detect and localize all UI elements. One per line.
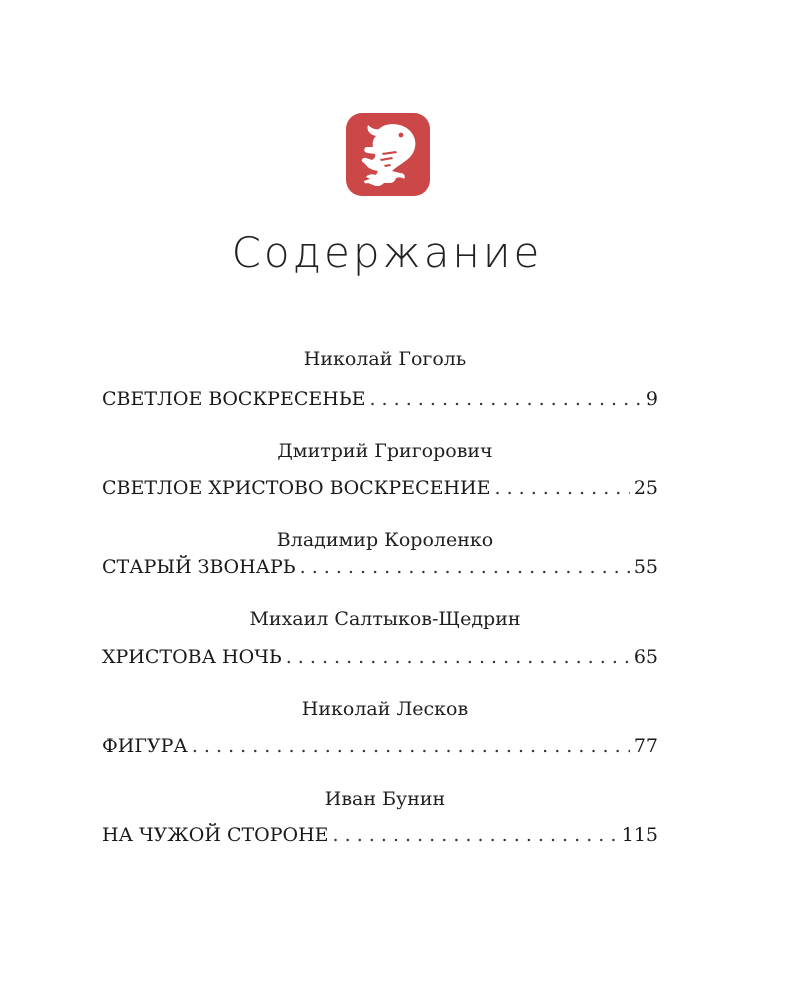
story-title: ФИГУРА	[102, 735, 188, 757]
toc-entry[interactable]	[102, 735, 658, 757]
dot-leader	[192, 735, 630, 757]
toc-entry[interactable]	[102, 477, 658, 499]
author-name: Михаил Салтыков-Щедрин	[249, 608, 521, 630]
dot-leader	[286, 646, 630, 668]
publisher-logo-icon	[346, 113, 430, 196]
story-title: ХРИСТОВА НОЧЬ	[102, 646, 282, 668]
dot-leader	[333, 824, 618, 846]
toc-entry[interactable]	[102, 646, 658, 668]
toc-entry[interactable]	[102, 824, 658, 846]
author-name: Николай Гоголь	[303, 348, 467, 370]
page-number: 115	[621, 824, 658, 846]
page-number: 65	[633, 646, 658, 668]
dot-leader	[494, 477, 629, 499]
author-name: Владимир Короленко	[276, 529, 494, 551]
page-number: 55	[633, 556, 658, 578]
toc-entry[interactable]	[102, 388, 658, 410]
story-title: СТАРЫЙ ЗВОНАРЬ	[102, 556, 296, 578]
story-title: СВЕТЛОЕ ВОСКРЕСЕНЬЕ	[102, 388, 366, 410]
dot-leader	[369, 388, 641, 410]
author-name: Николай Лесков	[301, 698, 469, 720]
page-number: 25	[633, 477, 658, 499]
story-title: НА ЧУЖОЙ СТОРОНЕ	[102, 824, 329, 846]
toc-entry[interactable]	[102, 556, 658, 578]
author-name: Дмитрий Григорович	[277, 440, 493, 462]
page-number: 9	[645, 388, 658, 410]
page-number: 77	[633, 735, 658, 757]
story-title: СВЕТЛОЕ ХРИСТОВО ВОСКРЕСЕНИЕ	[102, 477, 491, 499]
author-name: Иван Бунин	[324, 788, 446, 810]
page-title: Содержание	[231, 228, 543, 277]
dot-leader	[300, 556, 630, 578]
